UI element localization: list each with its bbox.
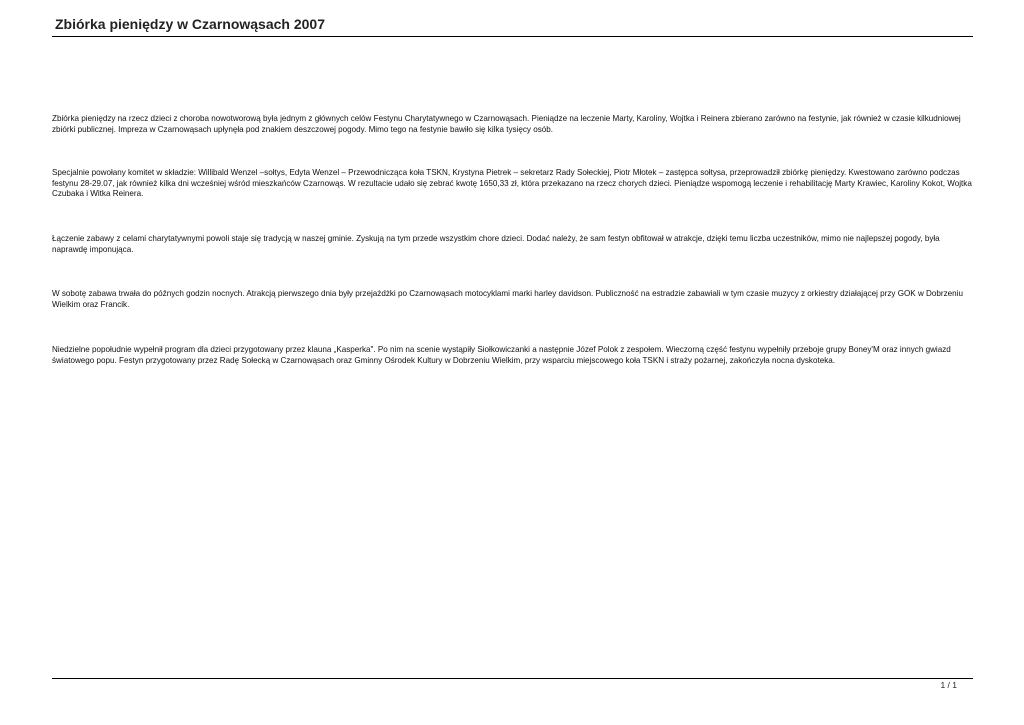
article-paragraph: Specjalnie powołany komitet w składzie: Willibald Wenzel –sołtys, Edyta Wenzel – Przewodnicząca koła TSKN, Krystyna Pietrek – sekretarz Rady Sołeckiej, Piotr Młotek – zastępca sołtysa, przeprowadził zbiórkę pieniędzy. Kwestowano zarówno podczas festynu 28-29.07, jak również kilka dni wcześniej wśród mieszkańców Czarnowąs. W rezultacie udało się zebrać kwotę 1650,33 zł, która przekazano na rzecz chorych dzieci. Pieniądze wspomogą leczenie i rehabilitację Marty Krawiec, Karoliny Kokot, Wojtka Czubaka i Witka Reinera. bbox=[52, 168, 972, 199]
page-footer bbox=[52, 678, 973, 693]
page-header bbox=[52, 14, 973, 37]
article-paragraph: W sobotę zabawa trwała do późnych godzin nocnych. Atrakcją pierwszego dnia były przejażdżki po Czarnowąsach motocyklami marki harley davidson. Publiczność na estradzie zabawiali w tym czasie muzycy z orkiestry działającej przy GOK w Dobrzeniu Wielkim oraz Francik. bbox=[52, 289, 963, 309]
article-body bbox=[52, 114, 973, 367]
page-title: Zbiórka pieniędzy w Czarnowąsach 2007 bbox=[55, 16, 325, 32]
article-paragraph: Łączenie zabawy z celami charytatywnymi powoli staje się tradycją w naszej gminie. Zyskują na tym przede wszystkim chore dzieci. Dodać należy, że sam festyn obfitował w atrakcje, dzięki temu liczba uczestników, mimo nie najlepszej pogody, była naprawdę imponująca. bbox=[52, 233, 940, 254]
page-number: 1 / 1 bbox=[940, 680, 957, 690]
article-paragraph: Zbiórka pieniędzy na rzecz dzieci z choroba nowotworową była jednym z głównych celów Festynu Charytatywnego w Czarnowąsach. Pieniądze na leczenie Marty, Karoliny, Wojtka i Reinera zbierano zarówno na festynie, jak również w czasie kilkudniowej zbiórki publicznej. Impreza w Czarnowąsach upłynęła pod znakiem deszczowej pogody. Mimo tego na festynie bawiło się kilka tysięcy osób. bbox=[52, 114, 961, 134]
article-paragraph: Niedzielne popołudnie wypełnił program dla dzieci przygotowany przez klauna „Kasperka". Po nim na scenie wystąpiły Siołkowiczanki a następnie Józef Polok z zespołem. Wieczorną część festynu wypełniły przeboje grupy Boney'M oraz innych gwiazd światowego popu. Festyn przygotowany przez Radę Sołecką w Czarnowąsach oraz Gminny Ośrodek Kultury w Dobrzeniu Wielkim, przy wsparciu miejscowego koła TSKN i straży pożarnej, zakończyła nocna dyskoteka. bbox=[52, 345, 951, 365]
